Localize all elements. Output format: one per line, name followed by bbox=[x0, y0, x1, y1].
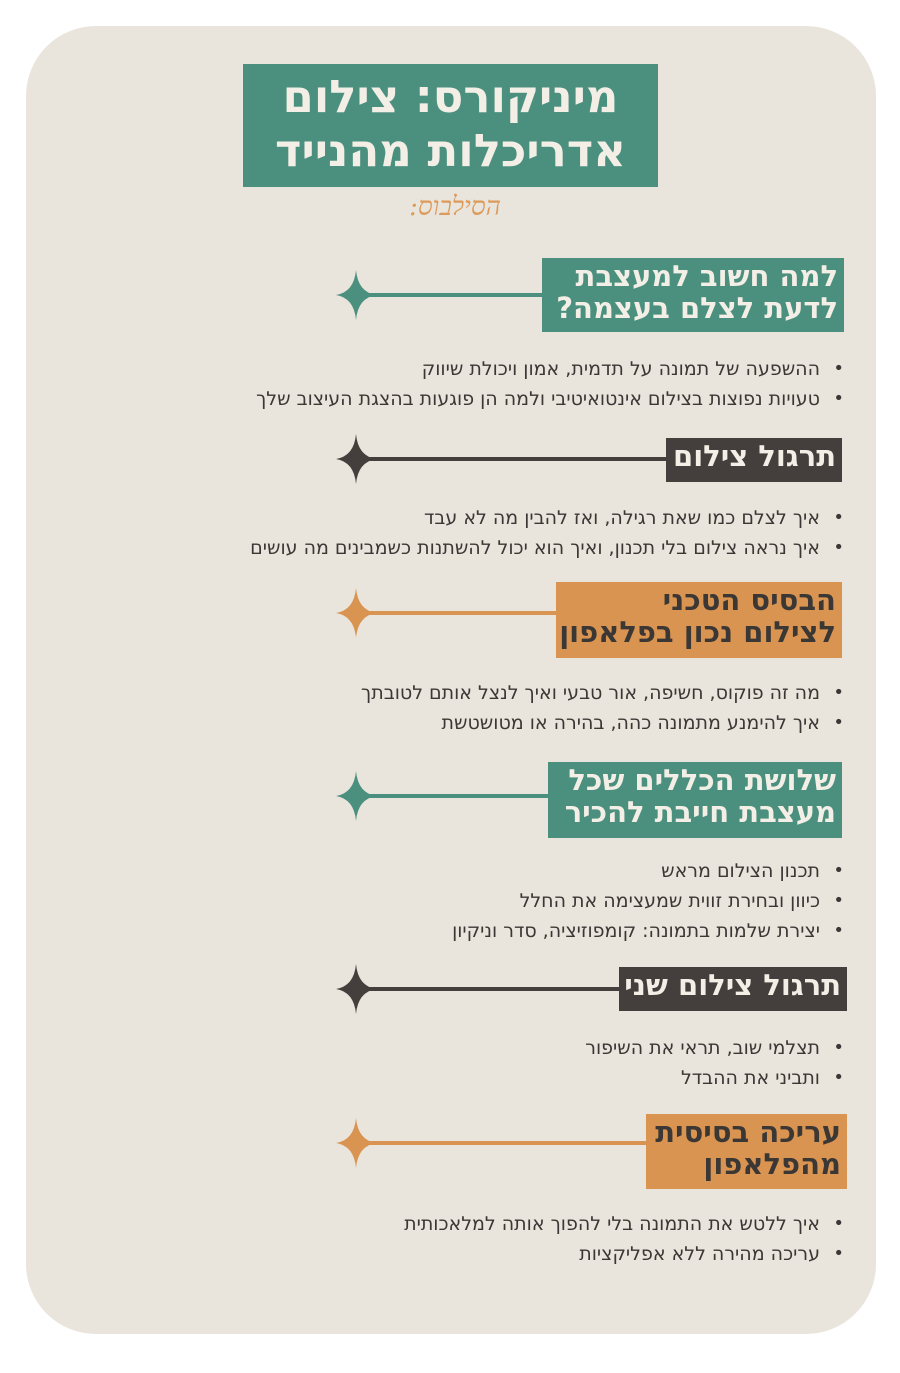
section-heading bbox=[542, 258, 844, 332]
syllabus-subtitle: הסילבוס: bbox=[409, 192, 501, 222]
heading-line: מעצבת חייבת להכיר bbox=[564, 795, 836, 829]
bullet-list bbox=[585, 1033, 822, 1093]
heading-line: הבסיס הטכני bbox=[662, 583, 836, 617]
list-item: • עריכה מהירה ללא אפליקציות bbox=[404, 1239, 822, 1269]
list-item: • איך נראה צילום בלי תכנון, ואיך הוא יכול להשתנות כשמבינים מה עושים bbox=[250, 533, 822, 563]
list-item: • ההשפעה של תמונה על תדמית, אמון ויכולת שיווק bbox=[256, 354, 822, 384]
section-heading bbox=[556, 582, 842, 658]
section-heading bbox=[666, 438, 842, 482]
list-item: • איך להימנע מתמונה כהה, בהירה או מטושטשת bbox=[361, 708, 822, 738]
heading-line: לצילום נכון בפלאפון bbox=[559, 615, 836, 649]
page-title bbox=[243, 64, 658, 187]
list-item: • כיוון ובחירת זווית שמעצימה את החלל bbox=[452, 886, 822, 916]
list-item: • יצירת שלמות בתמונה: קומפוזיציה, סדר וניקיון bbox=[452, 916, 822, 946]
bullet-list bbox=[452, 856, 822, 946]
section-divider-line bbox=[356, 457, 676, 461]
section-divider-line bbox=[356, 293, 556, 297]
bullet-list bbox=[361, 678, 822, 738]
list-item: • תכנון הצילום מראש bbox=[452, 856, 822, 886]
bullet-list bbox=[404, 1209, 822, 1269]
section-divider-line bbox=[356, 1141, 656, 1145]
title-line-2: אדריכלות מהנייד bbox=[275, 124, 626, 177]
heading-line: מהפלאפון bbox=[703, 1147, 841, 1181]
section-divider-line bbox=[356, 794, 556, 798]
section-heading bbox=[548, 762, 842, 838]
section-heading bbox=[619, 967, 847, 1011]
heading-line: למה חשוב למעצבת bbox=[575, 259, 838, 293]
bullet-list bbox=[256, 354, 822, 414]
section-heading bbox=[646, 1114, 847, 1189]
section-divider-line bbox=[356, 987, 636, 991]
bullet-list bbox=[250, 503, 822, 563]
heading-line: עריכה בסיסית bbox=[655, 1115, 841, 1149]
title-line-1: מיניקורס: צילום bbox=[282, 70, 619, 123]
heading-line: שלושת הכללים שכל bbox=[568, 763, 836, 797]
list-item: • טעויות נפוצות בצילום אינטואיטיבי ולמה הן פוגעות בהצגת העיצוב שלך bbox=[256, 384, 822, 414]
section-divider-line bbox=[356, 611, 566, 615]
heading-line: לדעת לצלם בעצמה? bbox=[556, 291, 838, 325]
list-item: • מה זה פוקוס, חשיפה, אור טבעי ואיך לנצל אותם לטובתך bbox=[361, 678, 822, 708]
list-item: • ותביני את ההבדל bbox=[585, 1063, 822, 1093]
list-item: • תצלמי שוב, תראי את השיפור bbox=[585, 1033, 822, 1063]
list-item: • איך ללטש את התמונה בלי להפוך אותה למלאכותית bbox=[404, 1209, 822, 1239]
heading-line: תרגול צילום bbox=[673, 439, 836, 473]
list-item: • איך לצלם כמו שאת רגילה, ואז להבין מה לא עבד bbox=[250, 503, 822, 533]
heading-line: תרגול צילום שני bbox=[624, 968, 841, 1002]
